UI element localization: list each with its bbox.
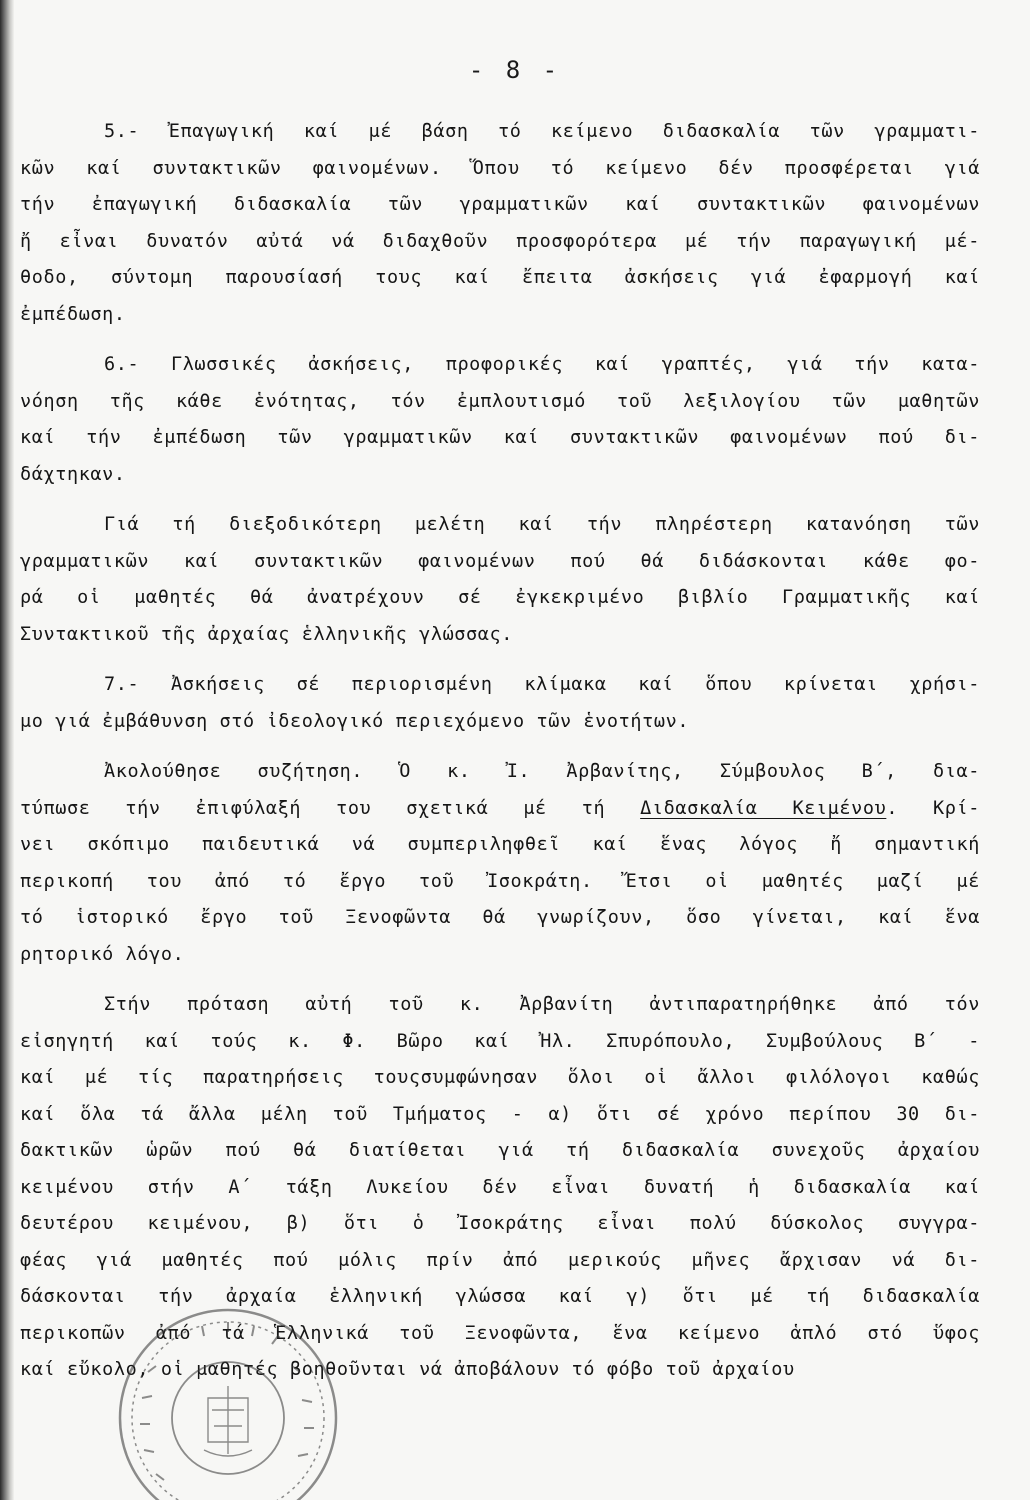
text-line: ρά οἱ μαθητές θά ἀνατρέχουν σέ ἐγκεκριμένο βιβλίο Γραμματικῆς καί [20, 587, 980, 608]
text-line: 6.- Γλωσσικές ἀσκήσεις, προφορικές καί γραπτές, γιά τήν κατα- [104, 354, 980, 375]
text-line: γραμματικῶν καί συντακτικῶν φαινομένων πού θά διδάσκονται κάθε φο- [20, 550, 980, 572]
text-line: καί εὔκολο, οἱ μαθητές βοηθοῦνται νά ἀποβάλουν τό φόβο τοῦ ἀρχαίου [20, 1359, 795, 1380]
text-line: νει σκόπιμο παιδευτικά νά συμπεριληφθεῖ καί ἕνας λόγος ἤ σημαντική [20, 834, 980, 855]
text-line: περικοπή του ἀπό τό ἔργο τοῦ Ἰσοκράτη. Ἔτσι οἱ μαθητές μαζί μέ [20, 870, 980, 892]
text-line: Γιά τή διεξοδικότερη μελέτη καί τήν πληρέστερη κατανόηση τῶν [104, 514, 980, 535]
text-line: δακτικῶν ὡρῶν πού θά διατίθεται γιά τή διδασκαλία συνεχοῦς ἀρχαίου [20, 1140, 980, 1161]
text-line: νόηση τῆς κάθε ἑνότητας, τόν ἐμπλουτισμό τοῦ λεξιλογίου τῶν μαθητῶν [20, 390, 980, 412]
text-line: 7.- Ἀσκήσεις σέ περιορισμένη κλίμακα καί ὅπου κρίνεται χρήσι- [104, 674, 980, 695]
text-line: δευτέρου κειμένου, β) ὅτι ὁ Ἰσοκράτης εἶναι πολύ δύσκολος συγγρα- [20, 1213, 980, 1234]
document-body [20, 114, 980, 1403]
binding-edge [0, 0, 14, 1500]
text-line: δάσκονται τήν ἀρχαία ἑλληνική γλώσσα καί γ) ὅτι μέ τή διδασκαλία [20, 1286, 980, 1307]
text-line: θοδο, σύντομη παρουσίασή τους καί ἔπειτα ἀσκήσεις γιά ἐφαρμογή καί [20, 267, 980, 288]
text-line: Στήν πρόταση αὐτή τοῦ κ. Ἀρβανίτη ἀντιπαρατηρήθηκε ἀπό τόν [104, 994, 980, 1015]
text-line: κειμένου στήν Α΄ τάξη Λυκείου δέν εἶναι δυνατή ἡ διδασκαλία καί [20, 1176, 980, 1198]
paragraph-item-5 [20, 114, 980, 333]
paragraph-item-7 [20, 667, 980, 740]
text-line: καί ὅλα τά ἄλλα μέλη τοῦ Τμήματος - α) ὅτι σέ χρόνο περίπου 30 δι- [20, 1103, 980, 1125]
text-line: Συντακτικοῦ τῆς ἀρχαίας ἑλληνικῆς γλώσσας. [20, 623, 513, 645]
text-line: κῶν καί συντακτικῶν φαινομένων. Ὅπου τό κείμενο δέν προσφέρεται γιά [20, 157, 980, 179]
underlined-term: Διδασκαλία Κειμένου [640, 797, 887, 819]
text-line: τύπωσε τήν ἐπιφύλαξή του σχετικά μέ τή Διδασκαλία Κειμένου. Κρί- [20, 797, 980, 819]
text-line: καί μέ τίς παρατηρήσεις τουςσυμφώνησαν ὅλοι οἱ ἄλλοι φιλόλογοι καθώς [20, 1067, 980, 1088]
text-line: περικοπῶν ἀπό τά Ἑλληνικά τοῦ Ξενοφῶντα, ἕνα κείμενο ἁπλό στό ὕφος [20, 1322, 980, 1344]
text-line: εἰσηγητή καί τούς κ. Φ. Βῶρο καί Ἠλ. Σπυρόπουλο, Συμβούλους Β΄ - [20, 1030, 980, 1052]
text-line: καί τήν ἐμπέδωση τῶν γραμματικῶν καί συντακτικῶν φαινομένων πού δι- [20, 427, 980, 448]
text-line: φέας γιά μαθητές πού μόλις πρίν ἀπό μερικούς μῆνες ἄρχισαν νά δι- [20, 1249, 980, 1271]
text-line: Ἀκολούθησε συζήτηση. Ὁ κ. Ἰ. Ἀρβανίτης, Σύμβουλος Β΄, δια- [104, 761, 980, 782]
text-line: τήν ἐπαγωγική διδασκαλία τῶν γραμματικῶν καί συντακτικῶν φαινομένων [20, 194, 980, 215]
text-line: τό ἱστορικό ἔργο τοῦ Ξενοφῶντα θά γνωρίζουν, ὅσο γίνεται, καί ἕνα [20, 907, 980, 928]
paragraph-grammar-note [20, 507, 980, 653]
page-number: - 8 - [468, 56, 562, 84]
text-line: ἤ εἶναι δυνατόν αὐτά νά διδαχθοῦν προσφορότερα μέ τήν παραγωγική μέ- [20, 230, 980, 252]
text-line: δάχτηκαν. [20, 463, 126, 485]
text-line: 5.- Ἐπαγωγική καί μέ βάση τό κείμενο διδασκαλία τῶν γραμματι- [104, 121, 980, 142]
text-line: ρητορικό λόγο. [20, 943, 185, 965]
text-line: ἐμπέδωση. [20, 303, 126, 325]
text-line: μο γιά ἐμβάθυνση στό ἰδεολογικό περιεχόμενο τῶν ἑνοτήτων. [20, 710, 690, 732]
paragraph-discussion [20, 754, 980, 973]
paragraph-objection [20, 987, 980, 1389]
paragraph-item-6 [20, 347, 980, 493]
